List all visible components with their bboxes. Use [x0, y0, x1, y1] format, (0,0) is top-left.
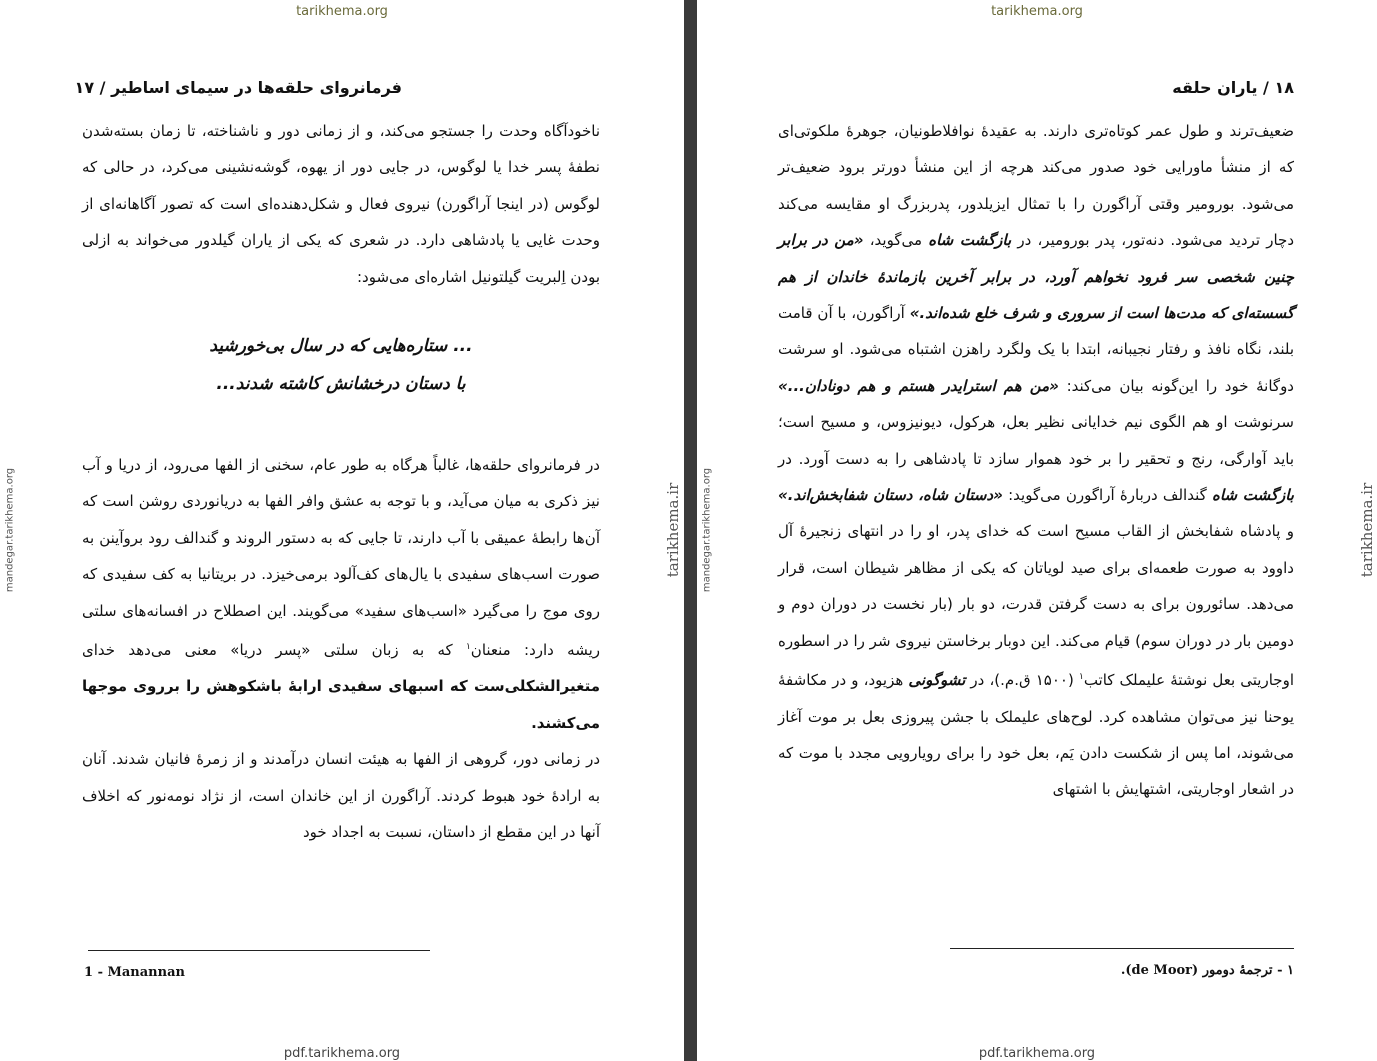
site-url-top[interactable]: tarikhema.org	[296, 4, 388, 19]
right-page	[697, 0, 1377, 1061]
site-url-bottom[interactable]: pdf.tarikhema.org	[978, 1046, 1096, 1061]
book-title: بازگشت شاه	[1212, 486, 1294, 505]
page-header: فرمانروای حلقه‌ها در سیمای اساطیر / ۱۷	[74, 78, 402, 97]
poem-line: با دستان درخشانش کاشته شدند...	[216, 374, 466, 395]
page-body	[778, 113, 1294, 808]
left-page	[0, 0, 684, 1061]
footnote: ۱ - ترجمهٔ دومور (de Moor).	[1120, 963, 1294, 978]
footnote-rule	[950, 948, 1294, 949]
book-spine	[684, 0, 697, 1061]
paragraph-text: گندالف دربارهٔ آراگورن می‌گوید:	[1002, 486, 1213, 505]
footnote-marker[interactable]: ۱	[465, 642, 471, 653]
book-title: بازگشت شاه	[928, 231, 1012, 250]
paragraph-text: در فرمانروای حلقه‌ها، غالباً هرگاه به طور عام، سخنی از الفها می‌رود، از دریا و آب نیز ذکری به میان می‌آید، و با توجه به عشق وافر الفها به دریانوردی روشن است که آن‌ها رابطهٔ عمیقی با آب دارند، تا جایی که به دستور الروند و گندالف رود بروآینن به صورت اسب‌های سفیدی با یال‌های کف‌آلود برمی‌خیزد. در بریتانیا به کف سفیدی که روی موج را می‌گیرد «اسب‌های سفید» می‌گویند. این اصطلاح در افسانه‌های سلتی ریشه دارد: منعنان	[82, 456, 600, 660]
paragraph-text: آراگورن، با آن قامت بلند، نگاه نافذ و رفتار نجیبانه، ابتدا با یک ولگرد راهزن اشتباه می‌شود. او سرشت دوگانهٔ خود را این‌گونه بیان می‌کند:	[778, 304, 1294, 395]
paragraph-text: سرنوشت او هم الگوی نیم خدایانی نظیر بعل، هرکول، دیونیزوس، و مسیح است؛ باید آوارگی، رنج و تحقیر را بر خود هموار سازد تا پادشاهی را به دست آورد. در	[778, 413, 1294, 468]
poem-line: ... ستاره‌هایی که در سال بی‌خورشید	[209, 336, 473, 357]
paragraph-text: هزیود، و در مکاشفهٔ یوحنا نیز می‌توان مشاهده کرد. لوح‌های علیملک با جشن پیروزی بعل بر موت آغاز می‌شوند، اما پس از شکست دادن یَم، بعل خود را برای رویارویی مجدد با موت که در اشعار اوجاریتی، اشتهایش با اشتهای	[778, 671, 1294, 799]
paragraph-text: می‌گوید،	[863, 231, 929, 250]
paragraph-text: و پادشاه شفابخش از القاب مسیح است که خدای پدر، او را در انتهای زنجیرهٔ آل داوود به صورت طعمه‌ای برای صید لویاتان که یکی از مظاهر شیطان است، قرار می‌دهد. سائورون برای به دست گرفتن قدرت، دو بار (بار نخست در دوران دوم و دومین بار در دوران سوم) قیام می‌کند. این دوبار برخاستن نیروی شر را در اسطوره اوجاریتی بعل نوشتهٔ علیملک کاتب	[778, 522, 1294, 690]
paragraph-text: که به زبان سلتی «پسر دریا» معنی می‌دهد خدای	[82, 641, 466, 660]
paragraph	[82, 447, 600, 741]
site-url-top[interactable]: tarikhema.org	[991, 4, 1083, 19]
paragraph-text: (۱۵۰۰ ق.م.)، در	[965, 671, 1079, 690]
side-watermark-tarikhema: tarikhema.ir	[1358, 482, 1376, 578]
footnote-rule	[88, 950, 430, 951]
side-watermark-mandegar: mandegar.tarikhema.org	[4, 467, 16, 593]
page-header: ۱۸ / یاران حلقه	[1172, 78, 1294, 97]
bold-text: متغیرالشکلی‌ست که اسبهای سفیدی ارابهٔ باشکوهش را برروی موجها می‌کشند.	[82, 677, 600, 732]
quote: «دستان شاه، دستان شفابخش‌اند.»	[778, 486, 1003, 505]
poem	[82, 327, 600, 403]
side-watermark-mandegar: mandegar.tarikhema.org	[701, 467, 713, 593]
footnote: 1 - Manannan	[84, 965, 185, 980]
paragraph: در زمانی دور، گروهی از الفها به هیئت انسان درآمدند و از زمرهٔ فانیان شدند. آنان به ارادهٔ خود هبوط کردند. آراگورن از این خاندان است، از نژاد نومه‌نور که اخلاف آنها در این مقطع از داستان، نسبت به اجداد خود	[82, 750, 600, 842]
paragraph: ناخودآگاه وحدت را جستجو می‌کند، و از زمانی دور و ناشناخته، تا زمان بسته‌شدن نطفهٔ پسر خدا یا لوگوس، در جایی دور از یهوه، گوشه‌نشینی می‌کرد، در حالی که لوگوس (در اینجا آراگورن) نیروی فعال و شکل‌دهنده‌ای است که تصور آگاهانه‌ای از وحدت غایی یا پادشاهی دارد. در شعری که یکی از یاران گیلدور می‌خواند به ازلی بودن اِلبریت گیلتونیل اشاره‌ای می‌شود:	[82, 122, 600, 286]
book-title: تشوگونی	[908, 671, 966, 690]
quote: «من هم استرایدر هستم و هم دونادان...»	[778, 376, 1059, 395]
paragraph-text: ضعیف‌ترند و طول عمر کوتاه‌تری دارند. به عقیدهٔ نوافلاطونیان، جوهرهٔ ملکوتی‌ای که از منشأ ماورایی خود صدور می‌کند هرچه از این منشأ دورتر برود ضعیف‌تر می‌شود. بورومیر وقتی آراگورن را با تمثال ایزیلدور، پدربزرگ او مقایسه می‌کند دچار تردید می‌شود. دنه‌تور، پدر بورومیر، در	[778, 122, 1295, 250]
side-watermark-tarikhema: tarikhema.ir	[664, 482, 682, 578]
paragraph	[778, 113, 1294, 808]
footnote-marker[interactable]: ۱	[1078, 672, 1084, 683]
page-body	[82, 113, 600, 851]
site-url-bottom[interactable]: pdf.tarikhema.org	[283, 1046, 401, 1061]
quote: «من در برابر چنین شخصی سر فرود نخواهم آورد، در برابر آخرین بازماندهٔ خاندان از هم گسسته‌ای که مدت‌ها است از سروری و شرف خلع شده‌اند.»	[778, 231, 1294, 323]
